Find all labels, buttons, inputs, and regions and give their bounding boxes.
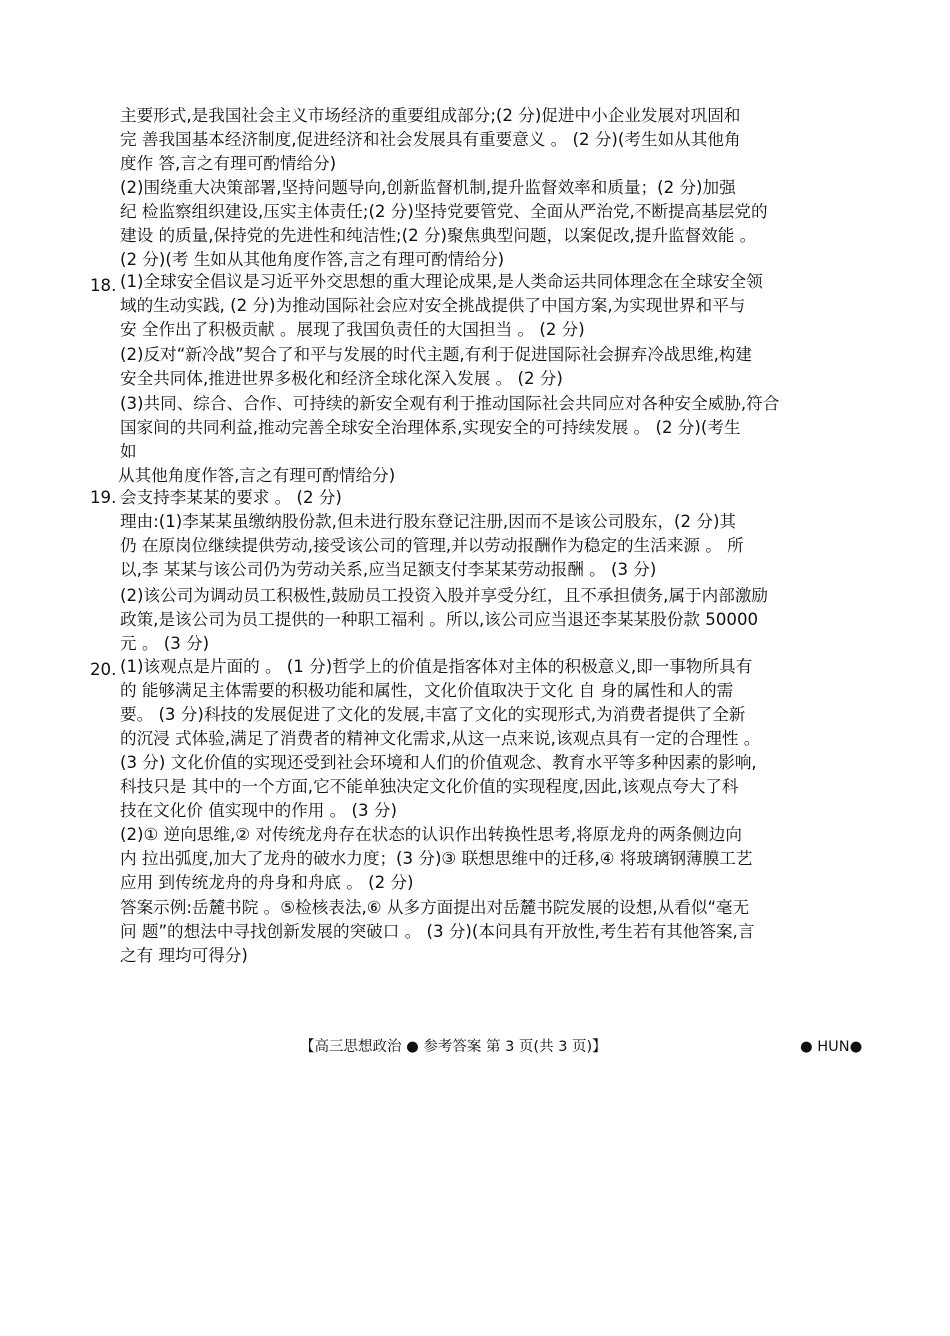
text-line: 建设 的质量,保持党的先进性和纯洁性;(2 分)聚焦典型问题，以案促改,提升监督效能 。 <box>120 226 757 245</box>
text-line: 应用 到传统龙舟的舟身和舟底 。 (2 分) <box>120 873 414 892</box>
text-line: (1)该观点是片面的 。 (1 分)哲学上的价值是指客体对主体的积极意义,即一事物所具有 <box>120 657 753 676</box>
text-line: 会支持李某某的要求 。 (2 分) <box>120 488 342 507</box>
text-line: 要。 (3 分)科技的发展促进了文化的发展,丰富了文化的实现形式,为消费者提供了全新 <box>120 705 746 724</box>
text-line: 度作 答,言之有理可酌情给分) <box>120 154 337 173</box>
question-number: 19. <box>90 488 117 507</box>
text-line: (2)① 逆向思维,② 对传统龙舟存在状态的认识作出转换性思考,将原龙舟的两条侧边向 <box>120 825 742 844</box>
text-line: (2)该公司为调动员工积极性,鼓励员工投资入股并享受分红，且不承担债务,属于内部激励 <box>120 586 769 605</box>
text-line: 技在文化价 值实现中的作用 。 (3 分) <box>120 801 397 820</box>
text-line: 主要形式,是我国社会主义市场经济的重要组成部分;(2 分)促进中小企业发展对巩固和 <box>120 106 741 125</box>
q18-part2 <box>120 343 865 391</box>
text-line: 安全共同体,推进世界多极化和经济全球化深入发展 。 (2 分) <box>120 369 563 388</box>
question-number: 20. <box>90 660 117 679</box>
text-line: 科技只是 其中的一个方面,它不能单独决定文化价值的实现程度,因此,该观点夸大了科 <box>120 777 739 796</box>
text-line: 的沉浸 式体验,满足了消费者的精神文化需求,从这一点来说,该观点具有一定的合理性 。 <box>120 729 761 748</box>
text-line: 以,李 某某与该公司仍为劳动关系,应当足额支付李某某劳动报酬 。 (3 分) <box>120 560 657 579</box>
text-line: (3)共同、综合、合作、可持续的新安全观有利于推动国际社会共同应对各种安全威胁,符合 <box>120 394 780 413</box>
q18-part1 <box>120 270 865 342</box>
text-line: (1)全球安全倡议是习近平外交思想的重大理论成果,是人类命运共同体理念在全球安全领 <box>120 272 763 291</box>
text-line: 元 。 (3 分) <box>120 634 210 653</box>
text-line: 域的生动实践, (2 分)为推动国际社会应对安全挑战提供了中国方案,为实现世界和平与 <box>120 296 746 315</box>
text-line: (2 分)(考 生如从其他角度作答,言之有理可酌情给分) <box>120 250 505 269</box>
text-line: (2)围绕重大决策部署,坚持问题导向,创新监督机制,提升监督效率和质量；(2 分)加强 <box>120 178 736 197</box>
text-line: 答案示例:岳麓书院 。⑤检核表法,⑥ 从多方面提出对岳麓书院发展的设想,从看似“毫无 <box>120 898 750 917</box>
text-line: 仍 在原岗位继续提供劳动,接受该公司的管理,并以劳动报酬作为稳定的生活来源 。 所 <box>120 536 744 555</box>
q20-part2 <box>120 823 865 895</box>
q17-part2 <box>120 176 865 272</box>
q19-part1 <box>120 486 865 582</box>
text-line: 内 拉出弧度,加大了龙舟的破水力度；(3 分)③ 联想思维中的迁移,④ 将玻璃钢薄膜工艺 <box>120 849 753 868</box>
text-line: 理由:(1)李某某虽缴纳股份款,但未进行股东登记注册,因而不是该公司股东，(2 分)其 <box>120 512 737 531</box>
page-footer: 【高三思想政治 ● 参考答案 第 3 页(共 3 页)】 <box>300 1039 607 1055</box>
text-line: 从其他角度作答,言之有理可酌情给分) <box>118 466 396 485</box>
text-line: 的 能够满足主体需要的积极功能和属性，文化价值取决于文化 自 身的属性和人的需 <box>120 681 734 700</box>
text-line: (2)反对“新冷战”契合了和平与发展的时代主题,有利于促进国际社会摒弃冷战思维,构建 <box>120 345 753 364</box>
text-line: 国家间的共同利益,推动完善全球安全治理体系,实现安全的可持续发展 。 (2 分)(考生 <box>120 418 741 437</box>
question-number: 18. <box>90 276 117 295</box>
q17-continuation <box>120 104 865 176</box>
q20-part3 <box>120 896 865 968</box>
footer-code: ● HUN● <box>800 1039 863 1055</box>
text-line: 问 题”的想法中寻找创新发展的突破口 。 (3 分)(本问具有开放性,考生若有其他答案,言 <box>120 922 755 941</box>
text-line: 如 <box>120 442 137 461</box>
text-line: 政策,是该公司为员工提供的一种职工福利 。所以,该公司应当退还李某某股份款 50000 <box>120 610 759 629</box>
text-line: (3 分) 文化价值的实现还受到社会环境和人们的价值观念、教育水平等多种因素的影响, <box>120 753 757 772</box>
text-line: 完 善我国基本经济制度,促进经济和社会发展具有重要意义 。 (2 分)(考生如从其他角 <box>120 130 741 149</box>
q19-part2 <box>120 584 865 656</box>
q18-part3 <box>120 392 865 488</box>
text-line: 安 全作出了积极贡献 。展现了我国负责任的大国担当 。 (2 分) <box>120 320 585 339</box>
text-line: 之有 理均可得分) <box>120 946 248 965</box>
q20-part1 <box>120 655 865 823</box>
text-line: 纪 检监察组织建设,压实主体责任;(2 分)坚持党要管党、全面从严治党,不断提高基层党的 <box>120 202 768 221</box>
